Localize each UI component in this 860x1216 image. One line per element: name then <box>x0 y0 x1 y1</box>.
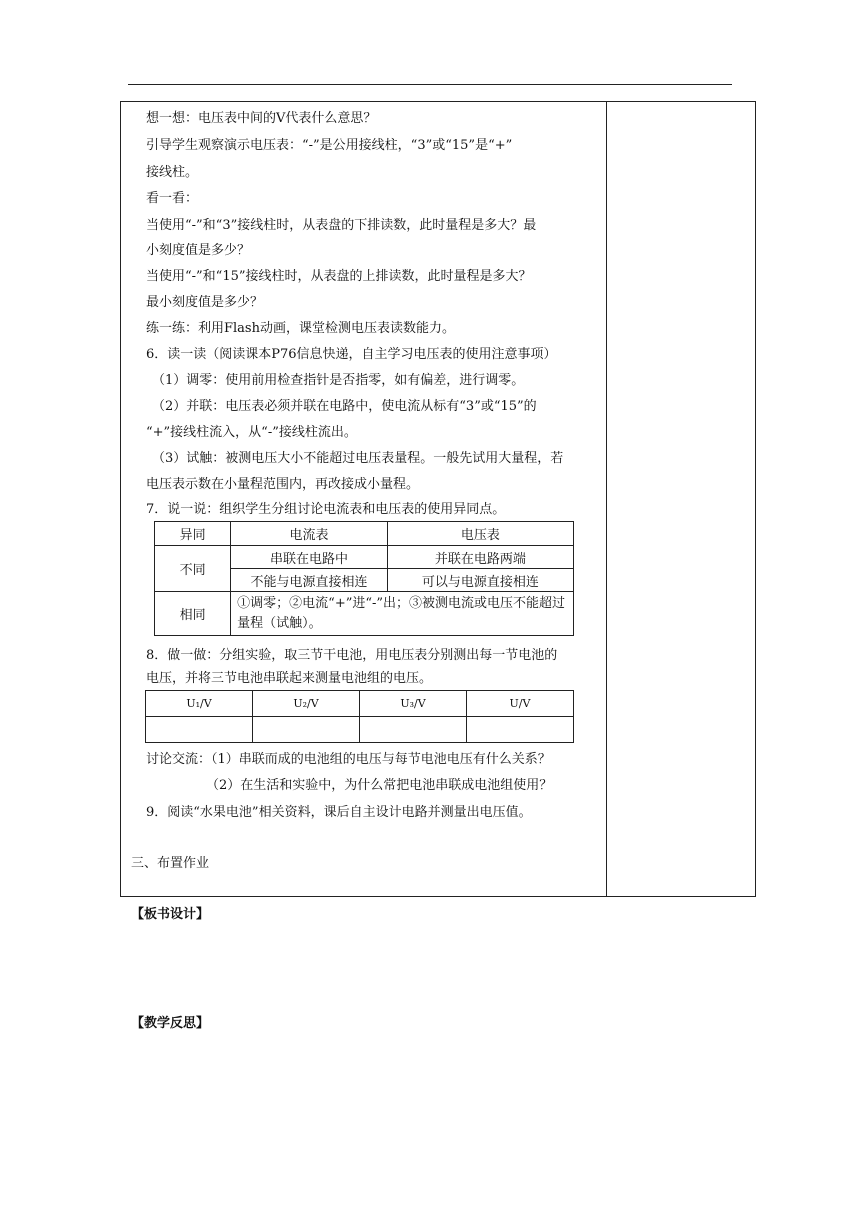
text-line: “+”接线柱流入，从“-”接线柱流出。 <box>146 425 357 440</box>
text-line: 8．做一做：分组实验，取三节干电池，用电压表分别测出每一节电池的 <box>146 648 558 663</box>
text-line: 7．说一说：组织学生分组讨论电流表和电压表的使用异同点。 <box>146 502 506 517</box>
table-cell: 串联在电路中 <box>231 546 388 569</box>
text-line: 最小刻度值是多少？ <box>146 295 264 310</box>
table-header: 电流表 <box>231 522 388 546</box>
table-cell: 并联在电路两端 <box>387 546 573 569</box>
text-line: 电压表示数在小量程范围内，再改接成小量程。 <box>146 477 420 492</box>
section-heading: 三、布置作业 <box>131 856 210 871</box>
text-line: 电压，并将三节电池串联起来测量电池组的电压。 <box>146 671 433 686</box>
text-line: 当使用“-”和“15”接线柱时，从表盘的上排读数，此时量程是多大？ <box>146 269 532 284</box>
board-design-heading: 【板书设计】 <box>131 907 210 922</box>
text-line: （2）在生活和实验中，为什么常把电池串联成电池组使用？ <box>206 778 553 793</box>
table-cell: 可以与电源直接相连 <box>387 569 573 592</box>
table-header: 异同 <box>155 522 231 546</box>
table-cell <box>360 717 467 743</box>
text-line: 小刻度值是多少？ <box>146 243 251 258</box>
table-header: U/V <box>467 691 574 717</box>
text-line: 6．读一读（阅读课本P76信息快递，自主学习电压表的使用注意事项） <box>146 347 557 362</box>
table-cell <box>253 717 360 743</box>
text-line: 引导学生观察演示电压表：“-”是公用接线柱，“3”或“15”是“+” <box>146 138 513 153</box>
text-line: （2）并联：电压表必须并联在电路中，使电流从标有“3”或“15”的 <box>152 399 537 414</box>
table-cell <box>146 717 253 743</box>
text-line: （3）试触：被测电压大小不能超过电压表量程。一般先试用大量程，若 <box>152 451 564 466</box>
table-column-divider <box>606 101 607 897</box>
voltage-table <box>145 690 574 743</box>
header-rule <box>128 84 732 85</box>
table-header: U₁/V <box>146 691 253 717</box>
table-header: U₂/V <box>253 691 360 717</box>
row-label-same: 相同 <box>155 592 231 636</box>
text-line: 练一练：利用Flash动画，课堂检测电压表读数能力。 <box>146 321 455 336</box>
text-line: 看一看： <box>146 191 199 206</box>
table-cell: 不能与电源直接相连 <box>231 569 388 592</box>
text-line: 9．阅读“水果电池”相关资料，课后自主设计电路并测量出电压值。 <box>146 805 532 820</box>
text-line: 接线柱。 <box>146 165 199 180</box>
teaching-reflection-heading: 【教学反思】 <box>131 1016 210 1031</box>
table-cell: ①调零；②电流“+”进“-”出；③被测电流或电压不能超过量程（试触）。 <box>231 592 574 636</box>
table-header: U₃/V <box>360 691 467 717</box>
text-line: 当使用“-”和“3”接线柱时，从表盘的下排读数，此时量程是多大？最 <box>146 218 537 233</box>
text-line: （1）调零：使用前用检查指针是否指零，如有偏差，进行调零。 <box>152 373 525 388</box>
table-cell <box>467 717 574 743</box>
row-label-different: 不同 <box>155 546 231 592</box>
text-line: 讨论交流：（1）串联而成的电池组的电压与每节电池电压有什么关系？ <box>146 752 551 767</box>
table-header: 电压表 <box>387 522 573 546</box>
text-line: 想一想：电压表中间的V代表什么意思？ <box>146 111 377 126</box>
comparison-table <box>154 521 574 636</box>
